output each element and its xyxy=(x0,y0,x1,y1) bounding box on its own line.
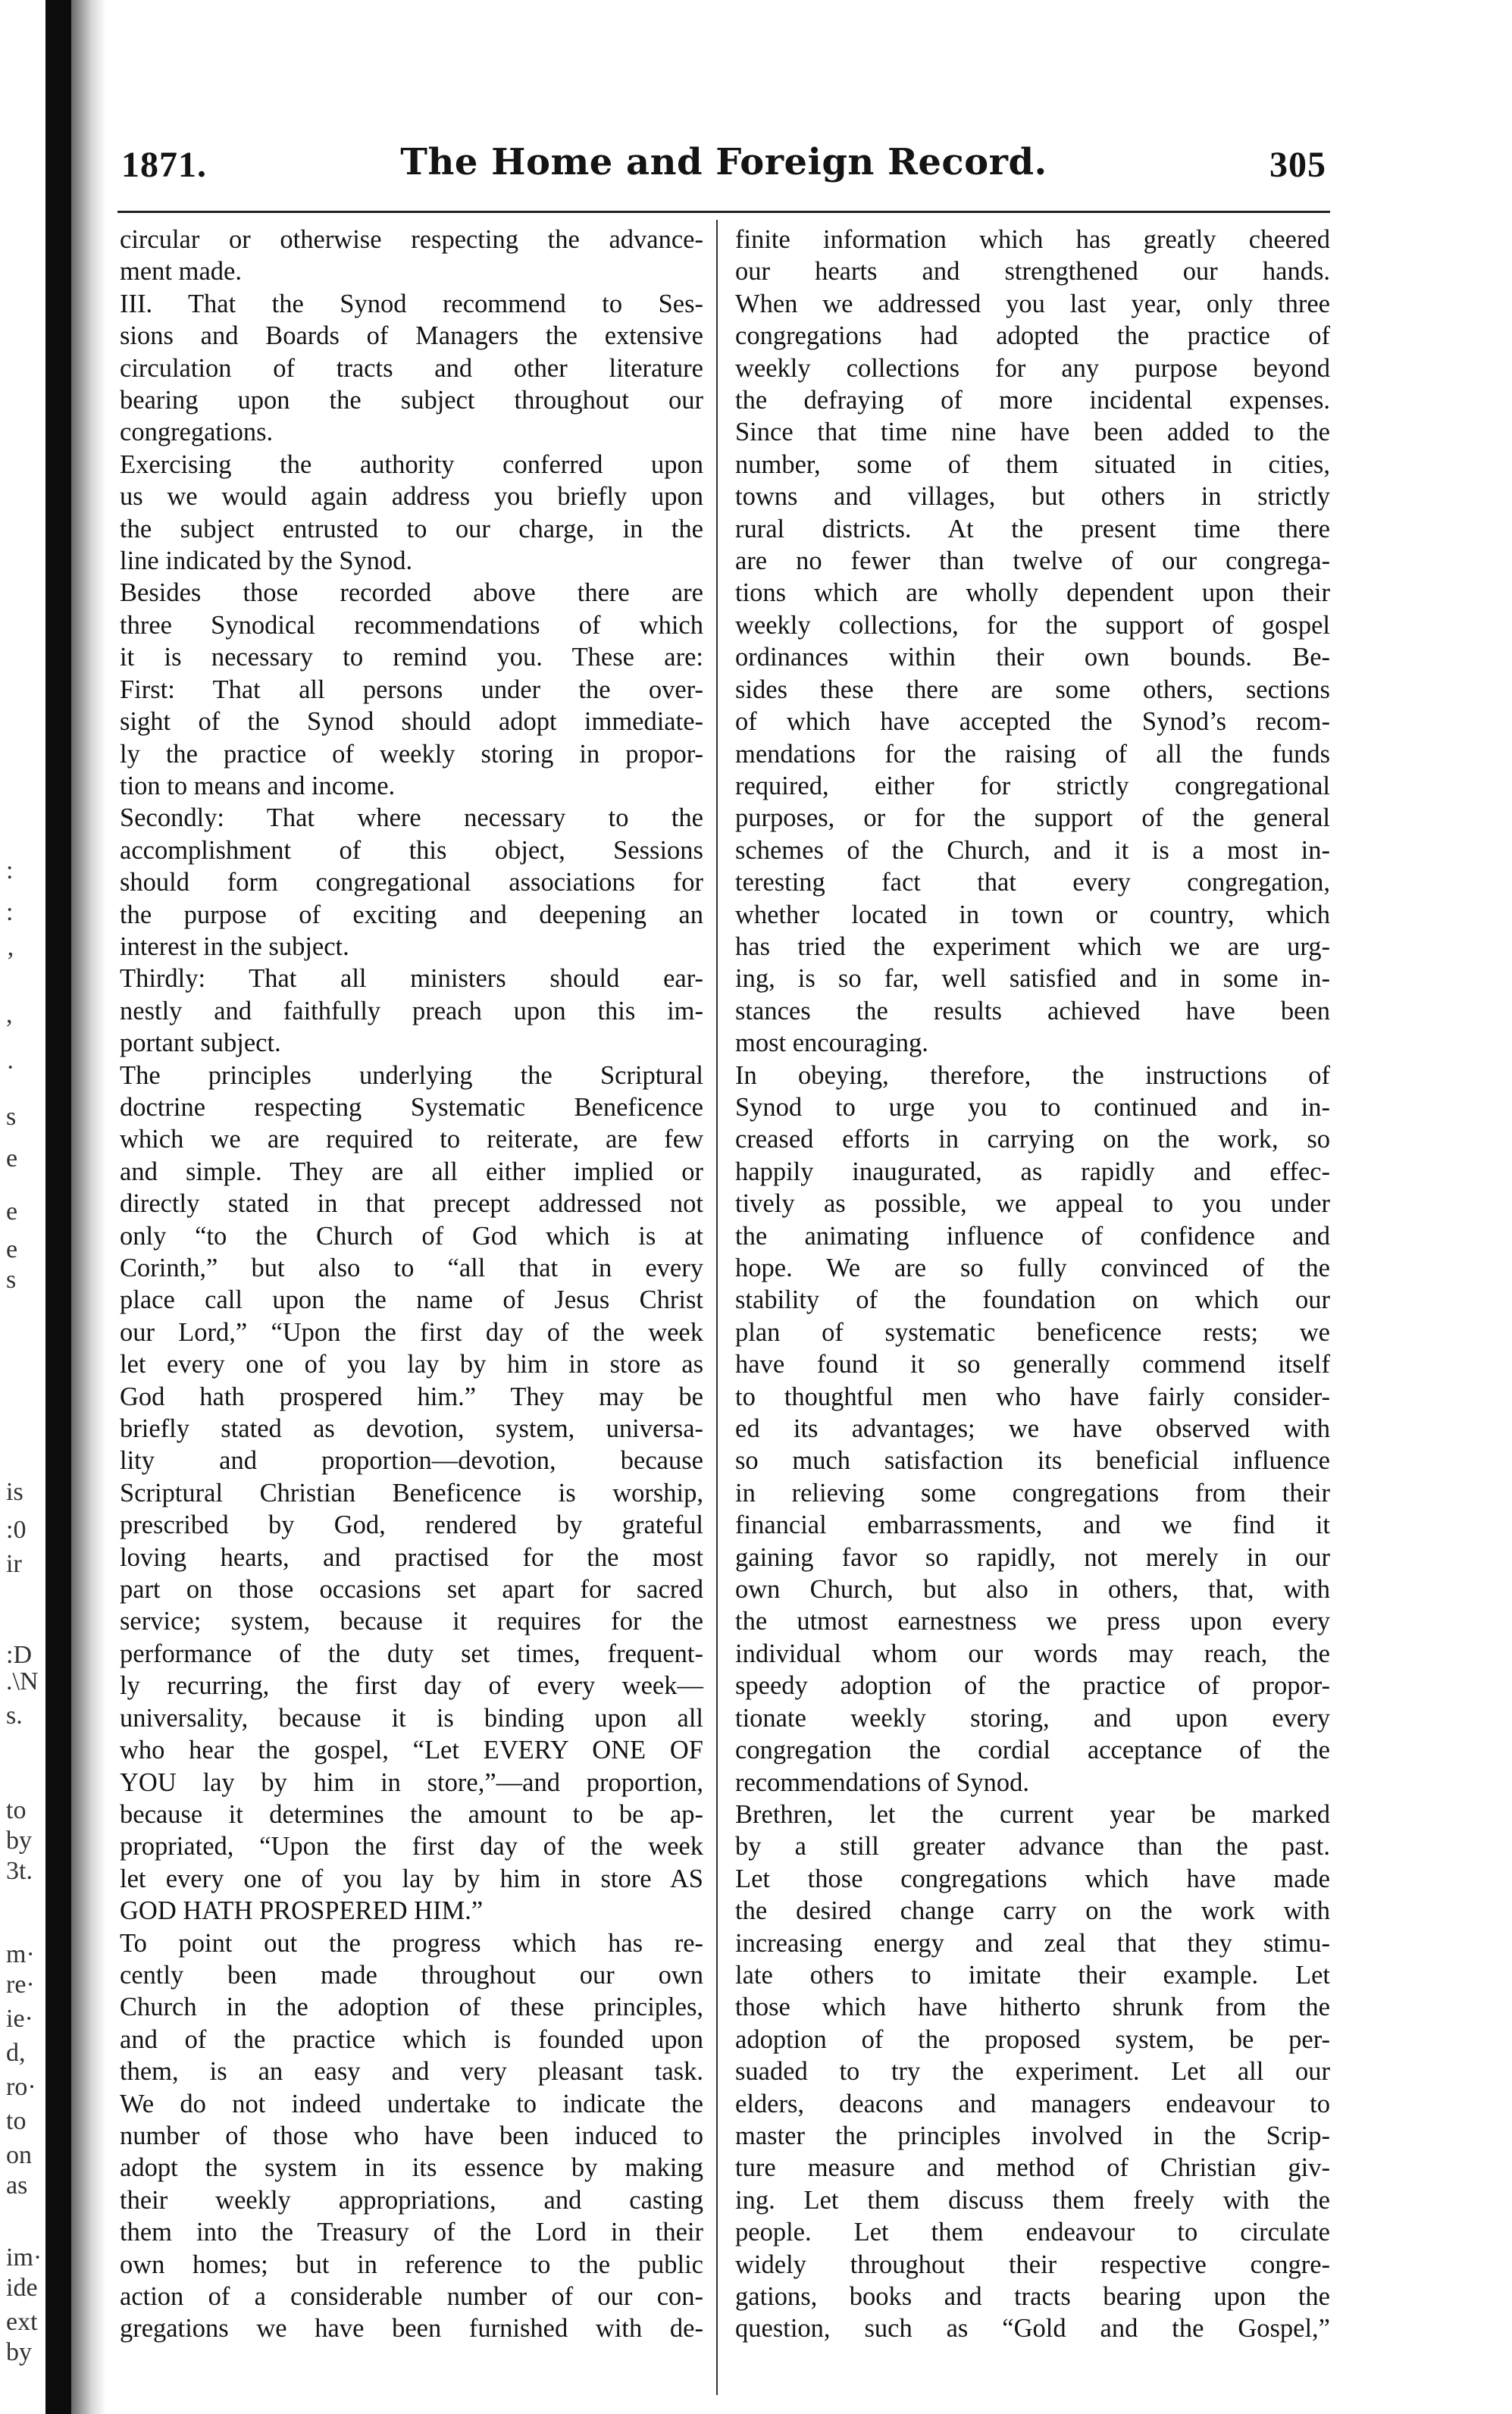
text-line: it is necessary to remind you. These are: xyxy=(120,643,703,672)
text-line: congregation the cordial acceptance of the xyxy=(735,1736,1330,1765)
text-line: us we would again address you briefly upon xyxy=(120,482,703,512)
text-line: ing, is so far, well satisfied and in some in- xyxy=(735,964,1330,994)
text-line: happily inaugurated, as rapidly and effec- xyxy=(735,1157,1330,1186)
margin-fragment: by xyxy=(6,2338,32,2366)
margin-fragment: ide xyxy=(6,2274,38,2302)
text-line: rural districts. At the present time there xyxy=(735,514,1330,543)
text-line: creased efforts in carrying on the work, so xyxy=(735,1125,1330,1154)
text-line: place call upon the name of Jesus Christ xyxy=(120,1285,703,1315)
text-line: schemes of the Church, and it is a most in- xyxy=(735,835,1330,865)
text-line: To point out the progress which has re- xyxy=(120,1928,703,1958)
margin-fragment: 3t. xyxy=(6,1857,33,1885)
text-line: loving hearts, and practised for the most xyxy=(120,1542,703,1572)
text-line: doctrine respecting Systematic Beneficence xyxy=(120,1092,703,1122)
text-line: sions and Boards of Managers the extensive xyxy=(120,321,703,351)
text-line: who hear the gospel, “Let EVERY ONE OF xyxy=(120,1736,703,1765)
text-line: elders, deacons and managers endeavour to xyxy=(735,2089,1330,2118)
text-line: gaining favor so rapidly, not merely in our xyxy=(735,1542,1330,1572)
text-line: only “to the Church of God which is at xyxy=(120,1221,703,1251)
text-line: When we addressed you last year, only three xyxy=(735,289,1330,318)
text-line: suaded to try the experiment. Let all our xyxy=(735,2057,1330,2087)
margin-fragment: ’ xyxy=(6,947,15,975)
text-line: Church in the adoption of these principles, xyxy=(120,1993,703,2022)
text-line: adoption of the proposed system, be per- xyxy=(735,2024,1330,2054)
text-line: nestly and faithfully preach upon this im- xyxy=(120,996,703,1025)
text-line: of which have accepted the Synod’s recom- xyxy=(735,707,1330,737)
margin-fragment: on xyxy=(6,2141,32,2169)
text-line: late others to imitate their example. Let xyxy=(735,1960,1330,1990)
text-line: question, such as “Gold and the Gospel,” xyxy=(735,2314,1330,2344)
header-title: The Home and Foreign Record. xyxy=(400,141,1047,183)
text-line: number of those who have been induced to xyxy=(120,2121,703,2150)
margin-fragment: ir xyxy=(6,1550,22,1578)
text-line: propriated, “Upon the first day of the week xyxy=(120,1832,703,1861)
page-number: 305 xyxy=(1269,145,1326,185)
text-line: stability of the foundation on which our xyxy=(735,1285,1330,1315)
margin-fragment: re· xyxy=(6,1971,35,1999)
text-line: financial embarrassments, and we find it xyxy=(735,1511,1330,1540)
margin-fragment: : xyxy=(6,898,14,926)
text-line: by a still greater advance than the past. xyxy=(735,1832,1330,1861)
margin-fragment: :0 xyxy=(6,1516,27,1544)
text-line: number, some of them situated in cities, xyxy=(735,449,1330,479)
margin-fragment: ie· xyxy=(6,2005,33,2033)
text-line: so much satisfaction its beneficial influence xyxy=(735,1446,1330,1476)
text-line: the defraying of more incidental expenses. xyxy=(735,386,1330,415)
margin-fragment: ext xyxy=(6,2308,38,2336)
text-line: have found it so generally commend itself xyxy=(735,1350,1330,1379)
text-line: ture measure and method of Christian giv- xyxy=(735,2153,1330,2183)
margin-fragment: · xyxy=(6,1054,15,1082)
text-line: hope. We are so fully convinced of the xyxy=(735,1254,1330,1282)
text-line: sides these there are some others, sections xyxy=(735,675,1330,704)
text-line: towns and villages, but others in strictly xyxy=(735,482,1330,512)
text-line: Synod to urge you to continued and in- xyxy=(735,1092,1330,1122)
text-line: widely throughout their respective congre- xyxy=(735,2250,1330,2279)
text-line: are no fewer than twelve of our congrega- xyxy=(735,546,1330,576)
text-line: let every one of you lay by him in store as xyxy=(120,1350,703,1379)
text-line: because it determines the amount to be ap- xyxy=(120,1799,703,1829)
text-line: part on those occasions set apart for sacred xyxy=(120,1575,703,1605)
margin-fragment: m· xyxy=(6,1940,35,1968)
text-line: First: That all persons under the over- xyxy=(120,675,703,704)
margin-fragment: as xyxy=(6,2171,28,2200)
left-text-column xyxy=(120,224,703,2345)
text-line: which we are required to reiterate, are few xyxy=(120,1125,703,1154)
text-line: circular or otherwise respecting the advance- xyxy=(120,225,703,254)
text-line: ordinances within their own bounds. Be- xyxy=(735,643,1330,672)
text-line: adopt the system in its essence by making xyxy=(120,2153,703,2183)
text-line: weekly collections, for the support of gospel xyxy=(735,610,1330,640)
header-rule xyxy=(117,211,1330,213)
text-line: ed its advantages; we have observed with xyxy=(735,1414,1330,1444)
text-line: Corinth,” but also to “all that in every xyxy=(120,1254,703,1282)
text-line: Scriptural Christian Beneficence is worship, xyxy=(120,1478,703,1508)
text-line: the animating influence of confidence and xyxy=(735,1221,1330,1251)
text-line: own Church, but also in others, that, with xyxy=(735,1575,1330,1605)
text-line: them into the Treasury of the Lord in their xyxy=(120,2218,703,2247)
text-line: to thoughtful men who have fairly consider- xyxy=(735,1382,1330,1411)
text-line: purposes, or for the support of the general xyxy=(735,803,1330,833)
margin-fragment: d, xyxy=(6,2039,26,2067)
text-line: Brethren, let the current year be marked xyxy=(735,1799,1330,1829)
margin-fragment: e xyxy=(6,1144,18,1173)
text-line: The principles underlying the Scriptural xyxy=(120,1060,703,1090)
text-line: tionate weekly storing, and upon every xyxy=(735,1703,1330,1733)
text-line: teresting fact that every congregation, xyxy=(735,868,1330,897)
text-line: the purpose of exciting and deepening an xyxy=(120,900,703,929)
text-line: directly stated in that precept addressed not xyxy=(120,1189,703,1219)
margin-fragment: .\N xyxy=(6,1667,39,1695)
text-line: people. Let them endeavour to circulate xyxy=(735,2218,1330,2247)
book-binding-shadow xyxy=(45,0,71,2414)
margin-fragment: to xyxy=(6,2107,27,2135)
header-year: 1871. xyxy=(121,145,207,185)
text-line: in relieving some congregations from their xyxy=(735,1478,1330,1508)
text-line: most encouraging. xyxy=(735,1029,928,1058)
text-line: required, either for strictly congregational xyxy=(735,771,1330,800)
text-line: three Synodical recommendations of which xyxy=(120,610,703,640)
text-line: GOD HATH PROSPERED HIM.” xyxy=(120,1896,484,1926)
text-line: increasing energy and zeal that they stimu- xyxy=(735,1928,1330,1958)
margin-fragment: to xyxy=(6,1796,27,1824)
text-line: master the principles involved in the Scrip- xyxy=(735,2121,1330,2150)
text-line: finite information which has greatly cheered xyxy=(735,225,1330,254)
margin-fragment: e xyxy=(6,1198,18,1226)
margin-fragment: by xyxy=(6,1827,32,1855)
text-line: and simple. They are all either implied or xyxy=(120,1157,703,1186)
running-header xyxy=(121,141,1326,197)
text-line: cently been made throughout our own xyxy=(120,1960,703,1990)
column-divider xyxy=(716,220,718,2395)
text-line: III. That the Synod recommend to Ses- xyxy=(120,289,703,318)
margin-fragment: ro· xyxy=(6,2073,36,2101)
text-line: Secondly: That where necessary to the xyxy=(120,803,703,833)
margin-fragment: s xyxy=(6,1103,17,1131)
text-line: briefly stated as devotion, system, universa- xyxy=(120,1414,703,1444)
text-line: YOU lay by him in store,”—and proportion, xyxy=(120,1767,703,1797)
text-line: gregations we have been furnished with de- xyxy=(120,2314,703,2344)
text-line: the desired change carry on the work with xyxy=(735,1896,1330,1926)
margin-fragment: s xyxy=(6,1266,17,1294)
margin-fragment: , xyxy=(6,1000,13,1029)
text-line: gations, books and tracts bearing upon the xyxy=(735,2282,1330,2311)
text-line: weekly collections for any purpose beyond xyxy=(735,353,1330,383)
margin-fragment: :D xyxy=(6,1641,32,1669)
text-line: our hearts and strengthened our hands. xyxy=(735,257,1330,286)
text-line: recommendations of Synod. xyxy=(735,1767,1030,1797)
text-line: lity and proportion—devotion, because xyxy=(120,1446,703,1476)
text-line: Besides those recorded above there are xyxy=(120,578,703,608)
text-line: sight of the Synod should adopt immediate- xyxy=(120,707,703,737)
text-line: tion to means and income. xyxy=(120,771,396,800)
text-line: congregations had adopted the practice of xyxy=(735,321,1330,351)
text-line: Let those congregations which have made xyxy=(735,1864,1330,1893)
text-line: Thirdly: That all ministers should ear- xyxy=(120,964,703,994)
margin-fragment: is xyxy=(6,1478,23,1506)
text-line: the subject entrusted to our charge, in the xyxy=(120,514,703,543)
text-line: ly the practice of weekly storing in propor- xyxy=(120,739,703,769)
text-line: portant subject. xyxy=(120,1029,281,1058)
margin-fragment: : xyxy=(6,856,14,885)
text-line: Exercising the authority conferred upon xyxy=(120,449,703,479)
text-line: prescribed by God, rendered by grateful xyxy=(120,1511,703,1540)
text-line: congregations. xyxy=(120,418,274,447)
margin-fragment: e xyxy=(6,1235,18,1263)
text-line: stances the results achieved have been xyxy=(735,996,1330,1025)
text-line: plan of systematic beneficence rests; we xyxy=(735,1317,1330,1347)
margin-fragment: s. xyxy=(6,1702,23,1730)
text-line: action of a considerable number of our con- xyxy=(120,2282,703,2311)
text-line: those which have hitherto shrunk from the xyxy=(735,1993,1330,2022)
text-line: whether located in town or country, which xyxy=(735,900,1330,929)
binding-gradient xyxy=(71,0,106,2414)
text-line: let every one of you lay by him in store AS xyxy=(120,1864,703,1893)
text-line: own homes; but in reference to the public xyxy=(120,2250,703,2279)
text-line: ing. Let them discuss them freely with the xyxy=(735,2185,1330,2215)
text-line: tively as possible, we appeal to you under xyxy=(735,1189,1330,1219)
text-line: individual whom our words may reach, the xyxy=(735,1639,1330,1668)
text-line: them, is an easy and very pleasant task. xyxy=(120,2057,703,2087)
text-line: their weekly appropriations, and casting xyxy=(120,2185,703,2215)
text-line: mendations for the raising of all the funds xyxy=(735,739,1330,769)
text-line: performance of the duty set times, frequent- xyxy=(120,1639,703,1668)
bleed-through-margin xyxy=(0,0,45,2414)
text-line: our Lord,” “Upon the first day of the week xyxy=(120,1317,703,1347)
text-line: has tried the experiment which we are urg- xyxy=(735,931,1330,961)
text-line: the utmost earnestness we press upon every xyxy=(735,1607,1330,1636)
text-line: circulation of tracts and other literature xyxy=(120,353,703,383)
margin-fragment: im· xyxy=(6,2243,42,2272)
text-line: and of the practice which is founded upon xyxy=(120,2024,703,2054)
text-line: tions which are wholly dependent upon their xyxy=(735,578,1330,608)
text-line: interest in the subject. xyxy=(120,931,349,961)
text-line: In obeying, therefore, the instructions of xyxy=(735,1060,1330,1090)
text-line: Since that time nine have been added to the xyxy=(735,418,1330,447)
text-line: line indicated by the Synod. xyxy=(120,546,413,576)
right-text-column xyxy=(735,224,1330,2345)
text-line: speedy adoption of the practice of propor- xyxy=(735,1671,1330,1701)
text-line: accomplishment of this object, Sessions xyxy=(120,835,703,865)
text-line: ment made. xyxy=(120,257,242,286)
text-line: bearing upon the subject throughout our xyxy=(120,386,703,415)
text-line: universality, because it is binding upon all xyxy=(120,1703,703,1733)
text-line: God hath prospered him.” They may be xyxy=(120,1382,703,1411)
text-line: should form congregational associations for xyxy=(120,868,703,897)
text-line: ly recurring, the first day of every week— xyxy=(120,1671,703,1701)
text-line: service; system, because it requires for the xyxy=(120,1607,703,1636)
text-line: We do not indeed undertake to indicate the xyxy=(120,2089,703,2118)
